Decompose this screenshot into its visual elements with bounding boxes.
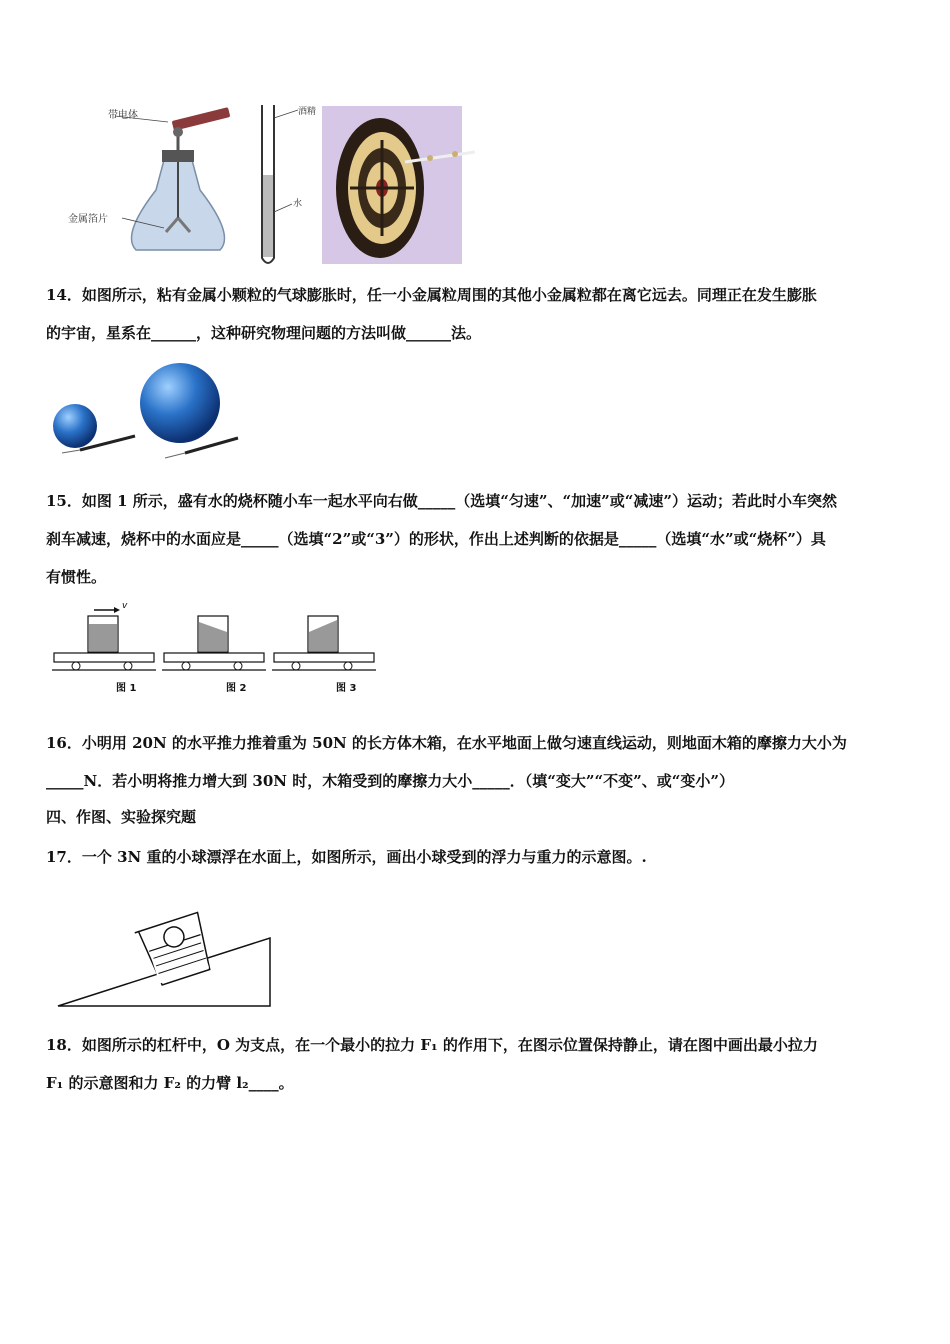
test-tube-figure xyxy=(262,105,316,263)
question-17 xyxy=(46,838,908,876)
q17-line-1: 17．一个 3N 重的小球漂浮在水面上，如图所示，画出小球受到的浮力与重力的示意图。. xyxy=(46,848,647,866)
cart-figure-3 xyxy=(272,616,376,694)
label-charged-body: 带电体 xyxy=(108,110,138,121)
fig-1-label: 图 1 xyxy=(116,683,137,694)
label-water: 水 xyxy=(293,199,303,209)
label-metal-foil: 金属箔片 xyxy=(68,214,108,225)
question-15 xyxy=(46,482,908,596)
electroscope-figure xyxy=(68,107,230,250)
q13-figures xyxy=(60,100,490,270)
large-balloon xyxy=(140,363,220,443)
fig-3-label: 图 3 xyxy=(336,683,357,694)
charged-rod xyxy=(172,107,231,131)
cart-figure-2 xyxy=(162,616,266,694)
fig-2-label: 图 2 xyxy=(226,683,247,694)
q15-line-2: 刹车减速，烧杯中的水面应是_____（选填“2”或“3”）的形状，作出上述判断的依据是_____（选填“水”或“烧杯”）具 xyxy=(46,530,826,548)
small-balloon xyxy=(53,404,97,448)
section-4-heading: 四、作图、实验探究题 xyxy=(46,808,197,826)
q14-line-2: 的宇宙，星系在______，这种研究物理问题的方法叫做______法。 xyxy=(46,324,482,342)
label-alcohol: 酒精 xyxy=(298,107,317,117)
q18-line-2: F₁ 的示意图和力 F₂ 的力臂 l₂____。 xyxy=(46,1074,294,1092)
q16-line-1: 16．小明用 20N 的水平推力推着重为 50N 的长方体木箱，在水平地面上做匀速直线运动，则地面木箱的摩擦力大小为 xyxy=(46,734,847,752)
incline-figure xyxy=(48,898,276,1013)
carts-figure xyxy=(52,598,377,698)
question-18 xyxy=(46,1026,908,1102)
q15-line-3: 有惯性。 xyxy=(46,568,107,586)
q14-line-1: 14．如图所示，粘有金属小颗粒的气球膨胀时，任一小金属粒周围的其他小金属粒都在离它远去。同理正在发生膨胀 xyxy=(46,286,817,304)
cart-figure-1 xyxy=(52,601,156,694)
q15-line-1: 15．如图 1 所示，盛有水的烧杯随小车一起水平向右做_____（选填“匀速”、“加速”或“减速”）运动；若此时小车突然 xyxy=(46,492,838,510)
dartboard-figure xyxy=(322,106,475,264)
question-14 xyxy=(46,276,908,352)
q18-line-1: 18．如图所示的杠杆中，O 为支点，在一个最小的拉力 F₁ 的作用下，在图示位置保持静止，请在图中画出最小拉力 xyxy=(46,1036,818,1054)
q16-line-2: _____N．若小明将推力增大到 30N 时，木箱受到的摩擦力大小_____．（填“变大”“不变”、或“变小”） xyxy=(46,772,735,790)
velocity-label: v xyxy=(122,601,128,611)
question-16 xyxy=(46,724,908,800)
balloons-figure xyxy=(50,358,250,463)
